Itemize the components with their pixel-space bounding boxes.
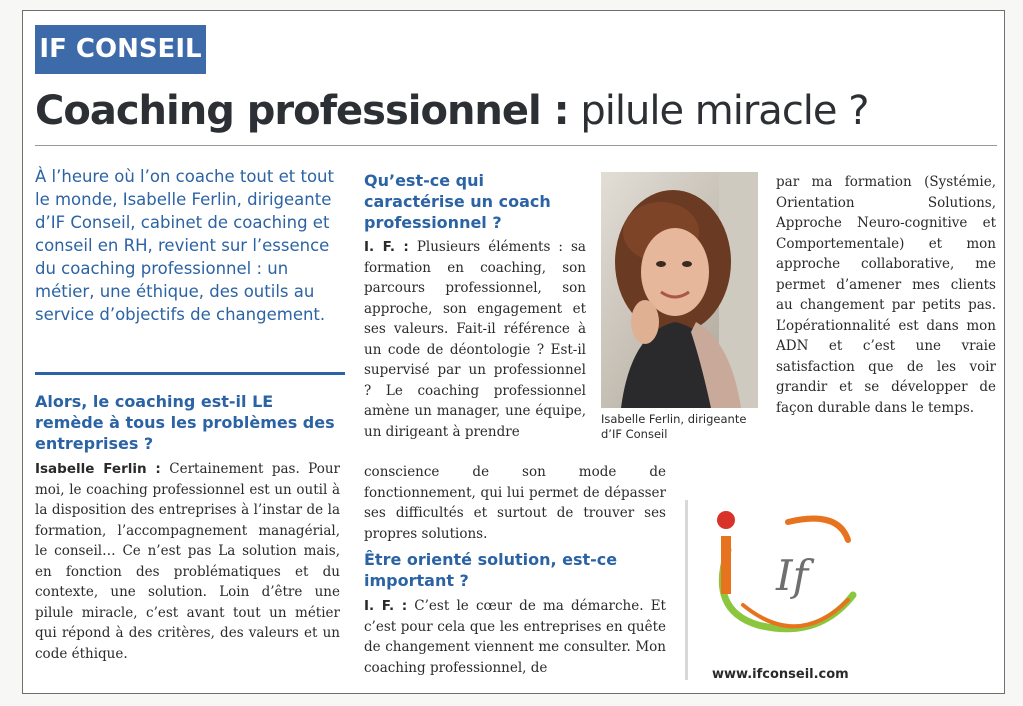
if-conseil-logo [688,500,863,660]
article-title [35,86,868,136]
logo-mark: If [776,551,809,600]
answer-1-lead: Isabelle Ferlin : [35,461,161,477]
section-badge: IF CONSEIL [35,25,206,74]
answer-3-continued: par ma formation (Systémie, Orientation Solutions, Approche Neuro-cognitive et Comportementale) et mon approche collaborative, me permet d’amener mes clients au changement par petits pas. L’opérationnalité est dans mon ADN et c’est une vraie satisfaction que de les voir grandir et se développer de façon durable dans le temps. [776,174,996,416]
answer-3-text: C’est le cœur de ma démarche. Et c’est pour cela que les entreprises en quête de changement viennent me consulter. Mon coaching professionnel, de [364,598,666,676]
portrait-photo [601,172,758,408]
intro-rule [35,372,345,375]
title-light: pilule miracle ? [568,88,869,134]
photo-caption: Isabelle Ferlin, dirigeante d’IF Conseil [601,412,747,441]
intro-text: À l’heure où l’on coache tout et tout le monde, Isabelle Ferlin, dirigeante d’IF Conseil, cabinet de coaching et conseil en RH, revient sur l’essence du coaching professionnel : un métier, une éthique, des outils au service d’objectifs de changement. [35,167,334,324]
answer-3 [364,596,666,678]
question-1: Alors, le coaching est-il LE remède à tous les problèmes des entreprises ? [35,392,335,453]
question-2: Qu’est-ce qui caractérise un coach professionnel ? [364,171,551,232]
logo-card [688,500,863,680]
answer-2-bottom: conscience de son mode de fonctionnement, qui lui permet de dépasser ses difficultés et surtout de trouver ses propres solutions. [364,464,666,542]
answer-3-lead: I. F. : [364,598,408,614]
answer-1-text: Certainement pas. Pour moi, le coaching professionnel est un outil à la disposition des entreprises à l’instar de la formation, l’accompagnement managérial, le conseil… Ce n’est pas La solution mais, en fonction des problématiques et du contexte, une solution. Loin d’être une pilule miracle, c’est avant tout un métier qui répond à des critères, des valeurs et un code éthique. [35,461,340,662]
portrait-illustration [601,172,758,408]
answer-2-text-top: Plusieurs éléments : sa formation en coaching, son parcours professionnel, son approche, son engagement et ses valeurs. Fait-il référence à un code de déontologie ? Est-il supervisé par un professionnel ? Le coaching professionnel amène un manager, une équipe, un dirigeant à prendre [364,239,586,440]
website-url[interactable]: www.ifconseil.com [712,667,849,682]
title-divider [35,145,997,146]
question-3: Être orienté solution, est-ce important ? [364,550,618,590]
title-bold: Coaching professionnel : [35,88,569,134]
answer-1 [35,459,340,664]
answer-2-lead: I. F. : [364,239,409,255]
answer-2-top [364,237,586,442]
